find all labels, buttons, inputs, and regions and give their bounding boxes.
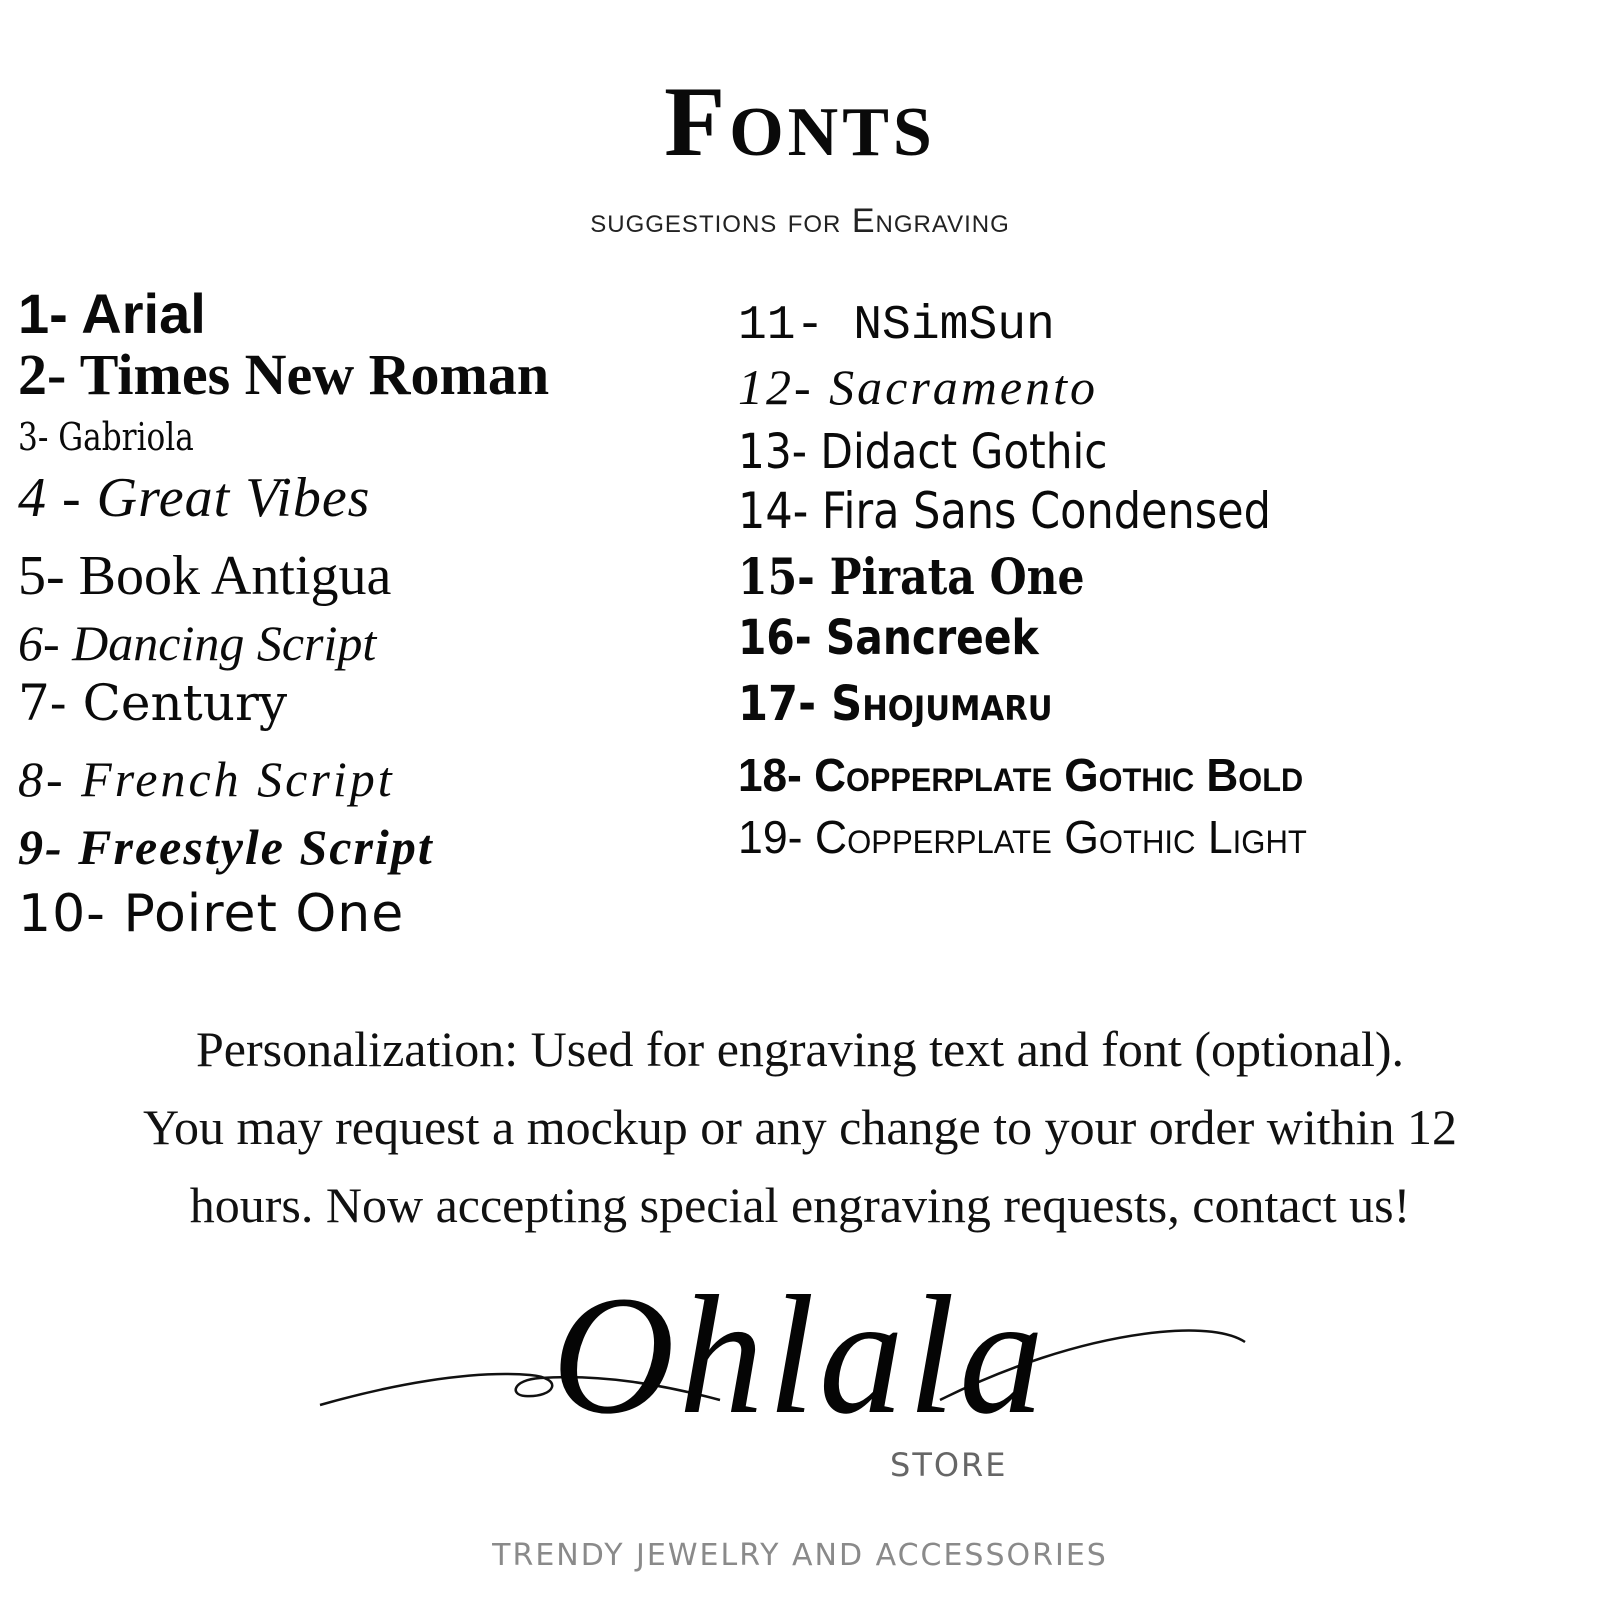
font-item-poiret-one: 10- Poiret One (18, 884, 405, 944)
personalization-description (40, 1010, 1560, 1244)
font-item-copperplate-gothic-bold: 18- Copperplate Gothic Bold (738, 749, 1304, 801)
font-item-pirata-one: 15- Pirata One (738, 547, 1085, 606)
font-item-times-new-roman: 2- Times New Roman (18, 342, 550, 407)
font-item-book-antigua: 5- Book Antigua (18, 545, 392, 607)
description-line: hours. Now accepting special engraving requests, contact us! (189, 1177, 1411, 1233)
font-item-gabriola: 3- Gabriola (18, 415, 194, 459)
font-item-fira-sans-condensed: 14- Fira Sans Condensed (738, 482, 1271, 540)
logo-store-label: STORE (890, 1446, 1008, 1484)
font-item-copperplate-gothic-light: 19- Copperplate Gothic Light (738, 811, 1307, 863)
font-item-freestyle-script: 9- Freestyle Script (18, 819, 434, 875)
font-item-arial: 1- Arial (18, 282, 206, 345)
font-item-century: 7- Century (18, 674, 288, 732)
store-logo (300, 1250, 1300, 1510)
font-item-dancing-script: 6- Dancing Script (18, 615, 377, 671)
font-item-didact-gothic: 13- Didact Gothic (738, 424, 1108, 480)
page-title: Fonts (664, 66, 936, 177)
font-item-nsimsun: 11- NSimSun (738, 299, 1055, 353)
font-item-sancreek: 16- Sancreek (738, 610, 1039, 666)
font-item-sacramento: 12- Sacramento (738, 359, 1098, 415)
font-item-shojumaru: 17- Shojumaru (738, 676, 1053, 732)
logo-wordmark: Ohlala (551, 1261, 1049, 1449)
store-tagline: TRENDY JEWELRY AND ACCESSORIES (492, 1538, 1108, 1573)
page-subtitle: suggestions for Engraving (590, 202, 1010, 240)
description-line: Personalization: Used for engraving text and font (optional). (195, 1021, 1404, 1077)
font-item-great-vibes: 4 - Great Vibes (18, 467, 371, 529)
font-item-french-script: 8- French Script (18, 751, 395, 807)
description-line: You may request a mockup or any change to your order within 12 (142, 1099, 1458, 1155)
